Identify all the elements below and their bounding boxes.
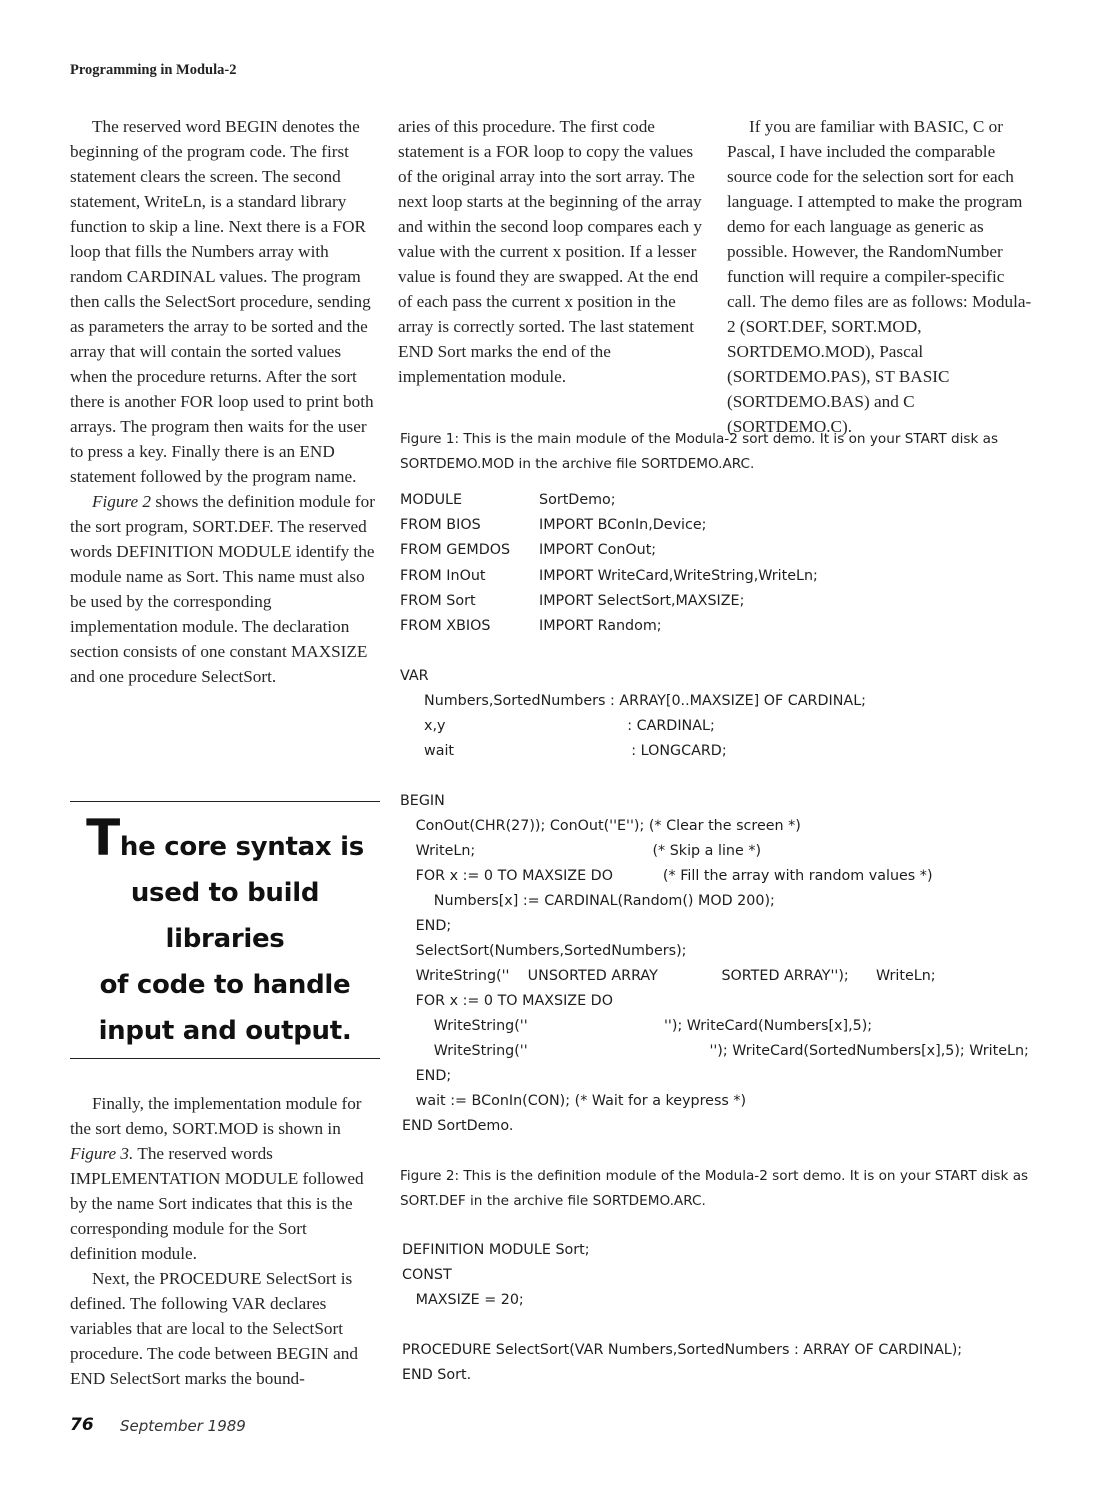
code-line: END Sort.	[402, 1367, 472, 1383]
figure-reference: Figure 3.	[70, 1144, 134, 1163]
running-header: Programming in Modula-2	[70, 62, 237, 78]
pullquote	[70, 809, 380, 1054]
figure-1-begin-keyword: BEGIN	[400, 793, 445, 809]
import-line	[400, 614, 818, 639]
figure-reference: Figure 2	[92, 492, 152, 511]
code-line: END;	[402, 1068, 452, 1084]
paragraph: aries of this procedure. The first code statement is a FOR loop to copy the values of the original array into the sort array. The next loop starts at the beginning of the array and within the second loop compares each y value with the current x position. If a lesser value is found they are swapped. At the end of each pass the current x position in the array is correctly sorted. The last statement END Sort marks the end of the implementation module.	[398, 117, 703, 386]
column-1-top	[70, 114, 376, 689]
column-3	[727, 114, 1037, 439]
figure-1-var-keyword: VAR	[400, 668, 429, 684]
pullquote-top-rule	[70, 801, 380, 802]
code-line: MAXSIZE = 20;	[402, 1292, 524, 1308]
code-line: CONST	[402, 1267, 452, 1283]
paragraph-text: Finally, the implementation module for the sort demo, SORT.MOD is shown in	[70, 1094, 362, 1138]
code-line: Numbers[x] := CARDINAL(Random() MOD 200);	[402, 893, 775, 909]
caption-line: Figure 1: This is the main module of the Modula-2 sort demo. It is on your START disk as	[400, 431, 999, 447]
import-line	[400, 538, 818, 563]
import-keyword: FROM InOut	[400, 567, 486, 584]
pullquote-text: he core syntax is	[119, 832, 364, 862]
code-line: Numbers,SortedNumbers : ARRAY[0..MAXSIZE] OF CARDINAL;	[424, 693, 866, 709]
page-number: 76	[70, 1415, 94, 1435]
pullquote-line: of code to handle	[99, 970, 351, 1000]
pullquote-line: input and output.	[98, 1016, 352, 1046]
import-value: IMPORT SelectSort,MAXSIZE;	[539, 592, 745, 609]
import-line	[400, 589, 818, 614]
caption-line: SORTDEMO.MOD in the archive file SORTDEMO.ARC.	[400, 456, 755, 472]
code-line: wait := BConIn(CON); (* Wait for a keypress *)	[402, 1093, 747, 1109]
pullquote-line	[70, 809, 380, 870]
paragraph-text: The reserved words IMPLEMENTATION MODULE followed by the name Sort indicates that this is the corresponding module for the Sort definition module.	[70, 1144, 364, 1263]
pullquote-bottom-rule	[70, 1058, 380, 1059]
figure-1-body	[402, 814, 1029, 1139]
code-line: WriteString('' UNSORTED ARRAY SORTED ARRAY''); WriteLn;	[402, 968, 936, 984]
column-2	[398, 114, 704, 389]
import-line	[400, 488, 818, 513]
code-line: x,y : CARDINAL;	[424, 718, 715, 734]
paragraph-text: shows the definition module for the sort program, SORT.DEF. The reserved words DEFINITION MODULE identify the module name as Sort. This name must also be used by the corresponding implementation module. The declaration section consists of one constant MAXSIZE and one procedure SelectSort.	[70, 492, 375, 686]
code-line: DEFINITION MODULE Sort;	[402, 1242, 590, 1258]
code-line: END SortDemo.	[402, 1118, 514, 1134]
code-line: PROCEDURE SelectSort(VAR Numbers,SortedNumbers : ARRAY OF CARDINAL);	[402, 1342, 963, 1358]
figure-1-caption	[400, 427, 1040, 477]
figure-2-code	[402, 1238, 962, 1388]
import-keyword: FROM GEMDOS	[400, 542, 511, 559]
import-keyword: MODULE	[400, 492, 463, 508]
code-line: wait : LONGCARD;	[424, 743, 727, 759]
import-keyword: FROM BIOS	[400, 517, 481, 534]
import-line	[400, 564, 818, 589]
caption-line: Figure 2: This is the definition module of the Modula-2 sort demo. It is on your START disk as	[400, 1168, 1029, 1184]
figure-2-caption	[400, 1164, 1040, 1214]
code-line: END;	[402, 918, 452, 934]
code-line: FOR x := 0 TO MAXSIZE DO (* Fill the array with random values *)	[402, 868, 933, 884]
import-keyword: FROM XBIOS	[400, 618, 491, 635]
import-value: IMPORT BConIn,Device;	[539, 517, 707, 534]
import-value: IMPORT WriteCard,WriteString,WriteLn;	[539, 567, 818, 584]
paragraph: Next, the PROCEDURE SelectSort is defined. The following VAR declares variables that are local to the SelectSort procedure. The code between BEGIN and END SelectSort marks the bound-	[70, 1269, 358, 1388]
caption-line: SORT.DEF in the archive file SORTDEMO.ARC.	[400, 1193, 706, 1209]
code-line	[402, 1313, 962, 1338]
import-value: SortDemo;	[539, 492, 616, 508]
paragraph	[70, 1091, 376, 1266]
pullquote-line: used to build libraries	[130, 878, 320, 954]
paragraph: The reserved word BEGIN denotes the beginning of the program code. The first statement clears the screen. The second statement, WriteLn, is a standard library function to skip a line. Next there is a FOR loop that fills the Numbers array with random CARDINAL values. The program then calls the SelectSort procedure, sending as parameters the array to be sorted and the array that will contain the sorted values when the procedure returns. After the sort there is another FOR loop used to print both arrays. The program then waits for the user to press a key. Finally there is an END statement followed by the program name.	[70, 117, 374, 486]
import-value: IMPORT Random;	[539, 618, 662, 635]
figure-1-imports	[400, 488, 818, 639]
code-line: ConOut(CHR(27)); ConOut(''E''); (* Clear the screen *)	[402, 818, 801, 834]
figure-1-var-block	[424, 689, 866, 764]
issue-date: September 1989	[120, 1417, 246, 1435]
code-line: WriteString('' ''); WriteCard(Numbers[x],5);	[402, 1018, 873, 1034]
drop-cap: T	[86, 809, 120, 867]
import-keyword: FROM Sort	[400, 592, 476, 609]
column-1-bottom	[70, 1091, 376, 1391]
import-value: IMPORT ConOut;	[539, 542, 657, 559]
code-line: WriteLn; (* Skip a line *)	[402, 843, 762, 859]
import-line	[400, 513, 818, 538]
code-line: WriteString('' ''); WriteCard(SortedNumbers[x],5); WriteLn;	[402, 1043, 1029, 1059]
paragraph: If you are familiar with BASIC, C or Pascal, I have included the comparable source code for the selection sort for each language. I attempted to make the program demo for each language as generic as possible. However, the RandomNumber function will require a compiler-specific call. The demo files are as follows: Modula-2 (SORT.DEF, SORT.MOD, SORTDEMO.MOD), Pascal (SORTDEMO.PAS), ST BASIC (SORTDEMO.BAS) and C (SORTDEMO.C).	[727, 117, 1032, 436]
paragraph	[70, 489, 376, 689]
code-line: SelectSort(Numbers,SortedNumbers);	[402, 943, 687, 959]
code-line: FOR x := 0 TO MAXSIZE DO	[402, 993, 613, 1009]
